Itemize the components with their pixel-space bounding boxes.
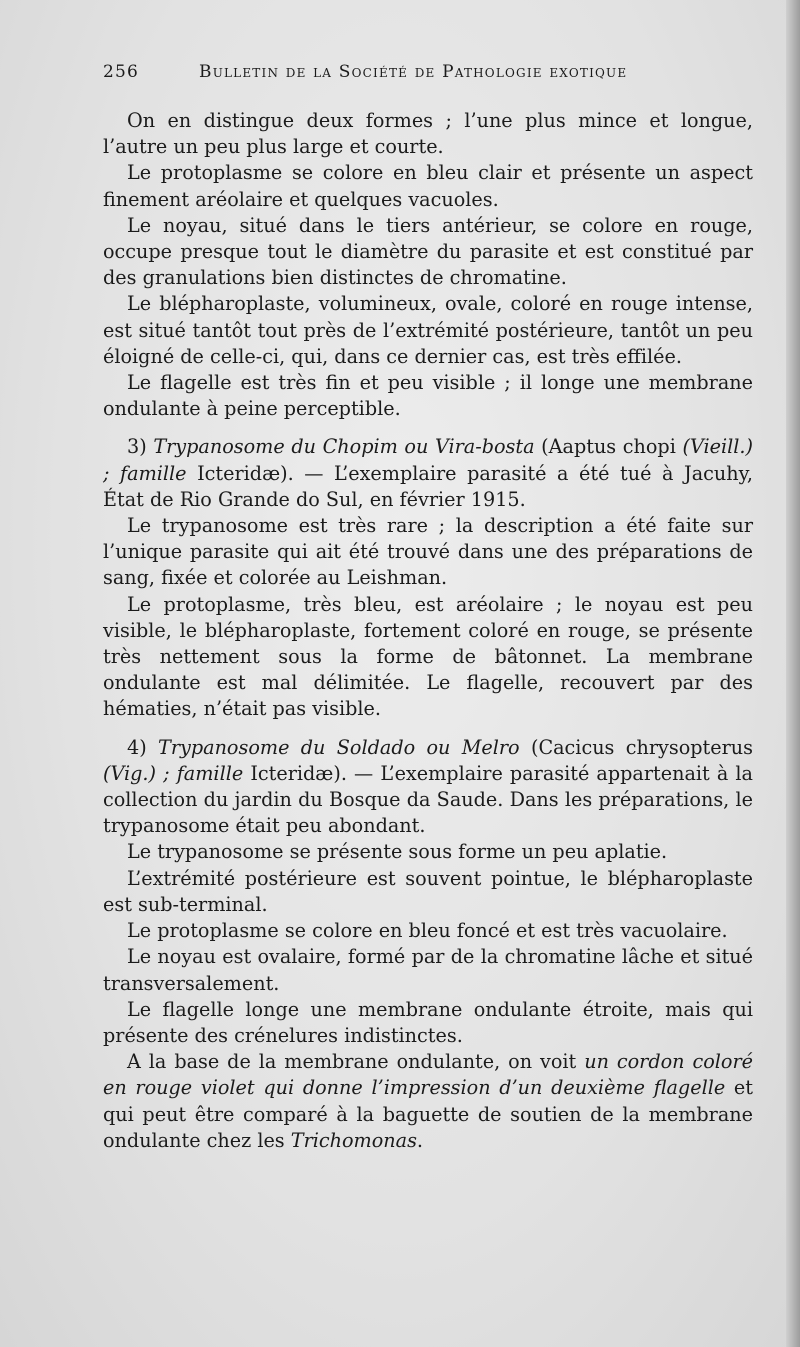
paragraph: Le protoplasme se colore en bleu clair et présente un aspect finement aréolaire et quelques vacuoles. xyxy=(103,161,753,211)
section-3-heading-paragraph xyxy=(103,434,753,513)
paragraph: Le flagelle est très fin et peu visible ; il longe une membrane ondulante à peine perceptible. xyxy=(103,371,753,421)
section-number: 3) xyxy=(127,435,147,459)
section-4-heading-paragraph xyxy=(103,735,753,840)
paragraph: L’extrémité postérieure est souvent pointue, le blépharoplaste est sub-terminal. xyxy=(103,866,753,916)
emphasis: un cordon coloré en rouge violet qui donne l’impression d’un deuxième flagelle xyxy=(103,1050,753,1100)
paragraph: Le blépharoplaste, volumineux, ovale, coloré en rouge intense, est situé tantôt tout près de l’extrémité postérieure, tantôt un peu éloigné de celle-ci, qui, dans ce dernier cas, est très effilée. xyxy=(103,292,753,368)
section-number: 4) xyxy=(127,735,147,759)
text-run: et qui peut être comparé à la baguette de soutien de la membrane ondulante chez les xyxy=(103,1076,753,1152)
running-title: Bulletin de la Société de Pathologie exotique xyxy=(199,62,628,82)
paragraph: On en distingue deux formes ; l’une plus mince et longue, l’autre un peu plus large et courte. xyxy=(103,109,753,159)
page-number: 256 xyxy=(103,62,140,82)
text-run: A la base de la membrane ondulante, on voit xyxy=(127,1050,585,1074)
paragraph: Le protoplasme se colore en bleu foncé et est très vacuolaire. xyxy=(127,919,728,943)
host-species: (Aaptus chopi xyxy=(541,435,683,459)
paragraph: Le noyau, situé dans le tiers antérieur, se colore en rouge, occupe presque tout le diamètre du parasite et est constitué par des granulations bien distinctes de chromatine. xyxy=(103,213,753,290)
section-intro: Icteridæ). — L’exemplaire parasité a été tué à Jacuhy, État de Rio Grande do Sul, en février 1915. xyxy=(103,461,753,511)
text-run: . xyxy=(416,1128,424,1152)
paragraph: Le trypanosome est très rare ; la description a été faite sur l’unique parasite qui ait été trouvé dans une des préparations de sang, fixée et colorée au Leishman. xyxy=(103,514,753,590)
paragraph-final xyxy=(103,1049,753,1154)
section-intro: Icteridæ). — L’exemplaire parasité appartenait à la collection du jardin du Bosque da Saude. Dans les préparations, le trypanosome était peu abondant. xyxy=(103,761,753,838)
running-header xyxy=(103,62,663,88)
paragraph: Le noyau est ovalaire, formé par de la chromatine lâche et situé transversalement. xyxy=(103,945,753,995)
paragraph: Le flagelle longe une membrane ondulante étroite, mais qui présente des crénelures indistinctes. xyxy=(103,997,753,1047)
section-title: Trypanosome du Soldado ou Melro xyxy=(158,735,520,759)
genus-name: Trichomonas xyxy=(290,1128,417,1152)
host-species: (Cacicus chrysopterus xyxy=(530,735,753,759)
host-author: (Vig.) ; famille xyxy=(103,761,244,785)
section-title: Trypanosome du Chopim ou Vira-bosta xyxy=(153,435,535,459)
paragraph: Le protoplasme, très bleu, est aréolaire ; le noyau est peu visible, le blépharoplaste, fortement coloré en rouge, se présente très nettement sous la forme de bâtonnet. La membrane ondulante est mal délimitée. Le flagelle, recouvert par des hématies, n’était pas visible. xyxy=(103,592,753,721)
page-edge-shadow xyxy=(786,0,800,1347)
body-text xyxy=(103,108,753,1154)
host-author: (Vieill.) ; famille xyxy=(103,435,753,485)
paragraph: Le trypanosome se présente sous forme un peu aplatie. xyxy=(127,840,668,864)
